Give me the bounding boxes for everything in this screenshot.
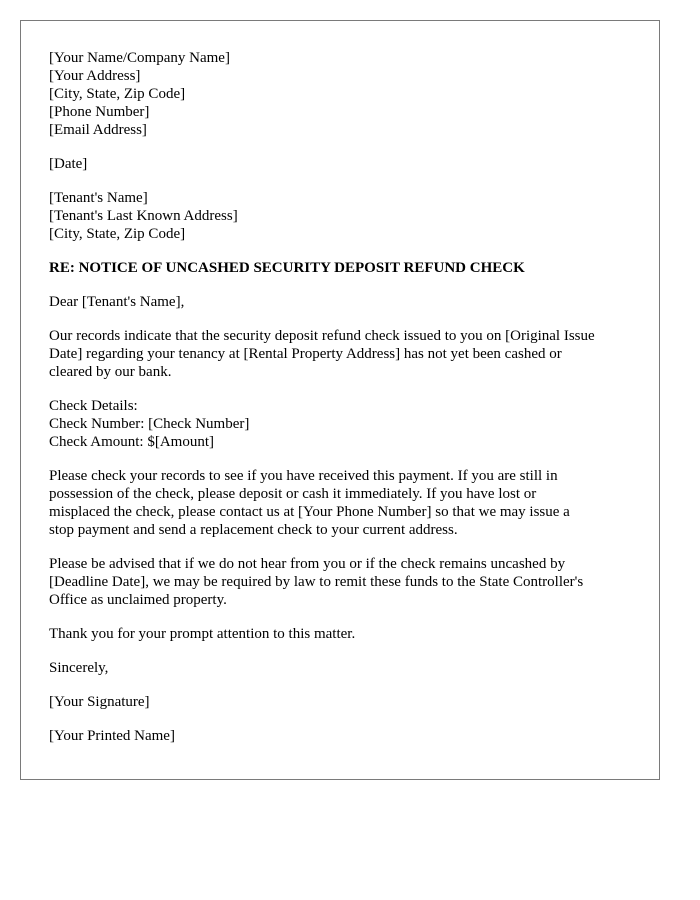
check-details-heading: Check Details: <box>49 398 138 414</box>
letter-date: [Date] <box>49 156 88 172</box>
sender-address: [Your Address] <box>49 68 141 84</box>
printed-name: [Your Printed Name] <box>49 728 175 744</box>
thanks-line: Thank you for your prompt attention to this matter. <box>49 626 356 642</box>
check-amount: Check Amount: $[Amount] <box>49 434 214 450</box>
date-block <box>49 155 639 173</box>
paragraph-line: cleared by our bank. <box>49 364 172 380</box>
closing: Sincerely, <box>49 660 109 676</box>
sender-block <box>49 49 639 139</box>
subject-line: RE: NOTICE OF UNCASHED SECURITY DEPOSIT REFUND CHECK <box>49 260 525 276</box>
paragraph-line: possession of the check, please deposit or cash it immediately. If you have lost or <box>49 486 537 502</box>
paragraph-instructions <box>49 467 639 539</box>
letter-page <box>20 20 660 780</box>
paragraph-advisory <box>49 555 639 609</box>
paragraph-line: Office as unclaimed property. <box>49 592 227 608</box>
recipient-block <box>49 189 639 243</box>
signature-placeholder: [Your Signature] <box>49 694 150 710</box>
paragraph-line: misplaced the check, please contact us at [Your Phone Number] so that we may issue a <box>49 504 570 520</box>
recipient-city-state-zip: [City, State, Zip Code] <box>49 226 186 242</box>
sender-city-state-zip: [City, State, Zip Code] <box>49 86 186 102</box>
check-details-block <box>49 397 639 451</box>
paragraph-line: Date] regarding your tenancy at [Rental Property Address] has not yet been cashed or <box>49 346 562 362</box>
check-number: Check Number: [Check Number] <box>49 416 250 432</box>
sender-name: [Your Name/Company Name] <box>49 50 230 66</box>
recipient-address: [Tenant's Last Known Address] <box>49 208 238 224</box>
paragraph-notice <box>49 327 639 381</box>
salutation: Dear [Tenant's Name], <box>49 294 185 310</box>
paragraph-line: Please be advised that if we do not hear from you or if the check remains uncashed by <box>49 556 566 572</box>
paragraph-line: stop payment and send a replacement check to your current address. <box>49 522 458 538</box>
paragraph-line: Our records indicate that the security deposit refund check issued to you on [Original Issue <box>49 328 595 344</box>
paragraph-line: [Deadline Date], we may be required by law to remit these funds to the State Controller's <box>49 574 584 590</box>
sender-email: [Email Address] <box>49 122 147 138</box>
sender-phone: [Phone Number] <box>49 104 150 120</box>
recipient-name: [Tenant's Name] <box>49 190 148 206</box>
letter-body <box>49 49 639 761</box>
paragraph-line: Please check your records to see if you have received this payment. If you are still in <box>49 468 558 484</box>
